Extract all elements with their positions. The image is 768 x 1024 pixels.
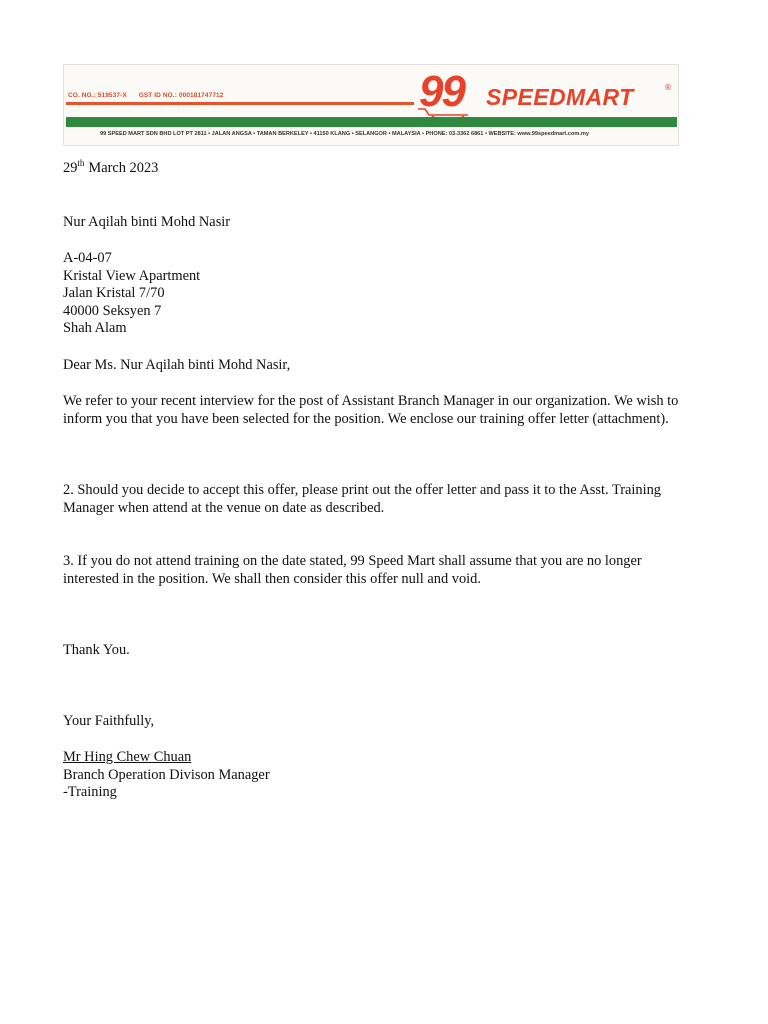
- address-postcode: 40000 Seksyen 7: [63, 302, 162, 319]
- registration-numbers: [68, 92, 223, 99]
- body-paragraph-3: 3. If you do not attend training on the date stated, 99 Speed Mart shall assume that you are no longer interested in the position. We shall then consider this offer null and void.: [63, 553, 642, 587]
- thank-you: Thank You.: [63, 642, 130, 658]
- speedmart-logo: [414, 67, 676, 117]
- signatory-department: -Training: [63, 784, 117, 800]
- letterhead-green-bar: [66, 117, 677, 127]
- body-paragraph-2: 2. Should you decide to accept this offer, please print out the offer letter and pass it to the Asst. Training Manager when attend at the venue on date as described.: [63, 482, 661, 516]
- complimentary-close: Your Faithfully,: [63, 713, 155, 729]
- signatory-title: Branch Operation Divison Manager: [63, 766, 270, 783]
- address-street: Jalan Kristal 7/70: [63, 285, 165, 301]
- body-paragraph-1: We refer to your recent interview for the post of Assistant Branch Manager in our organization. We wish to inform you that you have been selected for the position. We enclose our training offer letter (attachment).: [63, 393, 679, 427]
- date-day: 29: [63, 160, 78, 176]
- address-city: Shah Alam: [63, 320, 127, 336]
- date-ordinal-suffix: th: [77, 158, 85, 168]
- recipient-name: Nur Aqilah binti Mohd Nasir: [63, 214, 231, 230]
- date-month-year: March 2023: [88, 160, 159, 176]
- letterhead-red-line: [66, 102, 414, 105]
- address-building: Kristal View Apartment: [63, 267, 201, 284]
- signatory-name: Mr Hing Chew Chuan: [63, 749, 192, 765]
- recipient-address: [63, 250, 683, 338]
- address-unit: A-04-07: [63, 250, 112, 266]
- logo-wordmark: SPEEDMART: [486, 84, 634, 110]
- company-address: 99 SPEED MART SDN BHD LOT PT 2811 • JALAN ANGSA • TAMAN BERKELEY • 41150 KLANG • SELANGOR • MALAYSIA • PHONE: 03-3362 6861 • WEBSITE: www.99speedmart.com.my: [100, 131, 589, 137]
- logo-number: 99: [419, 67, 464, 116]
- gst-id: GST ID NO.: 000181747712: [138, 92, 224, 99]
- company-number: CO. NO.: 519537-X: [68, 92, 127, 99]
- signature-block: [63, 749, 683, 802]
- letter-date: [63, 160, 683, 178]
- trademark-symbol: ®: [664, 83, 672, 92]
- letterhead: [63, 64, 679, 146]
- salutation: Dear Ms. Nur Aqilah binti Mohd Nasir,: [63, 357, 291, 373]
